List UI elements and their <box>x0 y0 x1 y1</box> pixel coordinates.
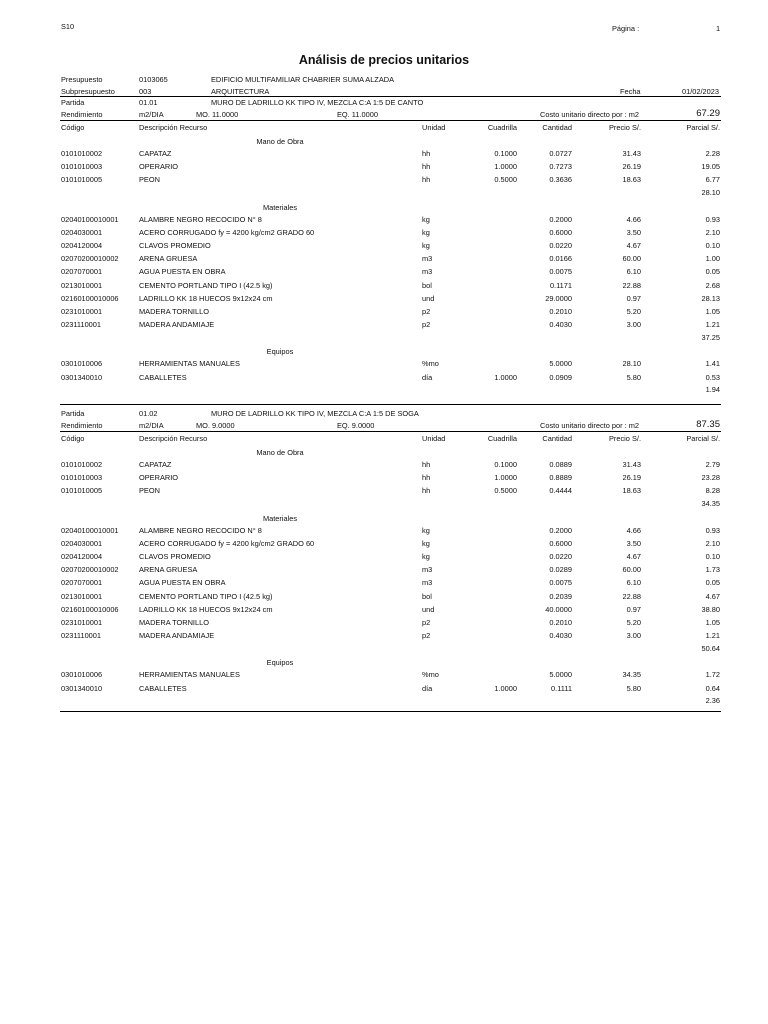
row-parcial: 0.53 <box>705 372 720 382</box>
row-codigo: 0231010001 <box>61 307 103 316</box>
row-cuadrilla: 0.1000 <box>494 460 517 469</box>
row-descripcion: MADERA TORNILLO <box>139 618 209 627</box>
row-parcial: 19.05 <box>701 162 720 172</box>
row-unidad: kg <box>422 241 430 250</box>
costo-unitario-label: Costo unitario directo por : m2 <box>540 110 639 119</box>
row-parcial: 2.28 <box>705 149 720 158</box>
row-codigo: 0213010001 <box>61 591 103 601</box>
rendimiento-eq: EQ. 11.0000 <box>337 110 378 119</box>
row-precio: 4.66 <box>626 214 641 224</box>
row-precio: 5.80 <box>626 372 641 382</box>
col-cuadrilla: Cuadrilla <box>487 123 517 132</box>
group-heading: Mano de Obra <box>256 137 304 146</box>
subpresupuesto-code: 003 <box>139 87 152 96</box>
costo-unitario-value: 67.29 <box>696 108 720 119</box>
rendimiento-label: Rendimiento <box>61 421 103 430</box>
row-descripcion: ALAMBRE NEGRO RECOCIDO N° 8 <box>139 525 262 535</box>
row-parcial: 2.79 <box>705 460 720 469</box>
row-codigo: 0213010001 <box>61 280 103 290</box>
rendimiento-label: Rendimiento <box>61 110 103 119</box>
row-cantidad: 0.2000 <box>549 525 572 535</box>
row-codigo: 0301340010 <box>61 372 103 382</box>
col-codigo: Código <box>61 434 85 443</box>
group-heading: Equipos <box>266 658 294 668</box>
row-codigo: 0101010005 <box>61 175 103 185</box>
row-unidad: m3 <box>422 565 433 575</box>
row-parcial: 2.68 <box>705 280 720 290</box>
final-line <box>60 711 721 712</box>
row-cantidad: 29.0000 <box>545 293 572 303</box>
row-codigo: 0231110001 <box>61 631 102 641</box>
row-cantidad: 0.0166 <box>549 254 572 264</box>
row-cantidad: 0.0220 <box>549 241 572 250</box>
group-subtotal: 34.35 <box>701 499 720 509</box>
row-cantidad: 0.6000 <box>549 227 572 237</box>
row-codigo: 0101010003 <box>61 162 103 172</box>
row-precio: 60.00 <box>622 254 641 264</box>
column-header-line-top <box>60 120 721 121</box>
row-descripcion: ARENA GRUESA <box>139 254 198 264</box>
row-cantidad: 5.0000 <box>549 359 572 369</box>
row-parcial: 23.28 <box>701 473 720 483</box>
row-unidad: hh <box>422 473 431 483</box>
row-codigo: 02070200010002 <box>61 565 119 575</box>
rendimiento-mo: MO. 9.0000 <box>196 421 235 430</box>
presupuesto-name: EDIFICIO MULTIFAMILIAR CHABRIER SUMA ALZADA <box>211 75 395 84</box>
row-descripcion: ACERO CORRUGADO fy = 4200 kg/cm2 GRADO 60 <box>139 538 315 548</box>
row-unidad: día <box>422 683 433 693</box>
row-descripcion: ALAMBRE NEGRO RECOCIDO N° 8 <box>139 214 262 224</box>
row-cuadrilla: 1.0000 <box>494 162 517 172</box>
row-precio: 6.10 <box>626 578 641 588</box>
row-parcial: 1.05 <box>705 618 720 627</box>
row-unidad: p2 <box>422 320 431 330</box>
row-cantidad: 0.2010 <box>549 307 572 316</box>
row-precio: 4.67 <box>626 241 641 250</box>
group-heading: Equipos <box>266 347 294 357</box>
row-descripcion: LADRILLO KK 18 HUECOS 9x12x24 cm <box>139 293 273 303</box>
row-unidad: hh <box>422 162 431 172</box>
separator-line <box>60 96 721 97</box>
partida-name: MURO DE LADRILLO KK TIPO IV, MEZCLA C:A 1:5 DE SOGA <box>211 409 419 418</box>
row-unidad: kg <box>422 538 430 548</box>
row-precio: 31.43 <box>622 149 641 158</box>
row-codigo: 0204030001 <box>61 538 103 548</box>
row-precio: 28.10 <box>622 359 641 369</box>
row-parcial: 0.93 <box>705 525 720 535</box>
row-descripcion: CLAVOS PROMEDIO <box>139 552 211 561</box>
col-descripcion: Descripción Recurso <box>139 434 208 443</box>
row-cantidad: 0.0220 <box>549 552 572 561</box>
row-precio: 4.66 <box>626 525 641 535</box>
page-title: Análisis de precios unitarios <box>298 53 470 67</box>
row-codigo: 0231010001 <box>61 618 103 627</box>
row-unidad: hh <box>422 149 431 158</box>
subpresupuesto-label: Subpresupuesto <box>61 87 115 96</box>
row-parcial: 0.05 <box>705 578 720 588</box>
row-unidad: hh <box>422 175 431 185</box>
row-parcial: 8.28 <box>705 486 720 496</box>
column-header-line-top <box>60 431 721 432</box>
row-cuadrilla: 0.5000 <box>494 175 517 185</box>
row-cantidad: 40.0000 <box>545 604 572 614</box>
row-precio: 22.88 <box>622 591 641 601</box>
fecha-value: 01/02/2023 <box>682 87 719 96</box>
row-unidad: hh <box>422 486 431 496</box>
row-descripcion: AGUA PUESTA EN OBRA <box>139 578 226 588</box>
col-unidad: Unidad <box>422 123 446 132</box>
row-parcial: 1.72 <box>705 670 720 680</box>
row-precio: 22.88 <box>622 280 641 290</box>
row-precio: 34.35 <box>622 670 641 680</box>
row-parcial: 4.67 <box>705 591 720 601</box>
row-parcial: 1.41 <box>705 359 720 369</box>
row-parcial: 1.73 <box>705 565 720 575</box>
row-descripcion: CEMENTO PORTLAND TIPO I (42.5 kg) <box>139 591 273 601</box>
rendimiento-eq: EQ. 9.0000 <box>337 421 375 430</box>
row-precio: 3.50 <box>626 538 641 548</box>
partida-code: 01.01 <box>139 98 158 107</box>
presupuesto-code: 0103065 <box>139 75 168 84</box>
row-descripcion: CAPATAZ <box>139 460 172 469</box>
row-descripcion: AGUA PUESTA EN OBRA <box>139 267 226 277</box>
col-cantidad: Cantidad <box>542 123 572 132</box>
row-descripcion: CEMENTO PORTLAND TIPO I (42.5 kg) <box>139 280 273 290</box>
row-descripcion: OPERARIO <box>139 162 179 172</box>
row-descripcion: CLAVOS PROMEDIO <box>139 241 211 250</box>
row-codigo: 0204120004 <box>61 241 103 250</box>
row-cantidad: 0.3636 <box>549 175 572 185</box>
row-parcial: 6.77 <box>705 175 720 185</box>
row-descripcion: PEON <box>139 486 160 496</box>
row-codigo: 02160100010006 <box>61 293 119 303</box>
row-codigo: 0204120004 <box>61 552 103 561</box>
partida-code: 01.02 <box>139 409 158 418</box>
row-cantidad: 0.0075 <box>549 267 572 277</box>
row-cantidad: 5.0000 <box>549 670 572 680</box>
row-descripcion: ACERO CORRUGADO fy = 4200 kg/cm2 GRADO 60 <box>139 227 315 237</box>
row-unidad: kg <box>422 227 430 237</box>
row-precio: 3.00 <box>626 631 641 641</box>
row-codigo: 0207070001 <box>61 267 103 277</box>
row-descripcion: CABALLETES <box>139 372 187 382</box>
row-unidad: kg <box>422 214 430 224</box>
group-heading: Materiales <box>262 202 298 212</box>
row-cantidad: 0.4030 <box>549 631 572 641</box>
col-precio: Precio S/. <box>608 434 641 443</box>
row-precio: 5.80 <box>626 683 641 693</box>
row-descripcion: OPERARIO <box>139 473 179 483</box>
page-number: 1 <box>716 24 721 33</box>
row-descripcion: CAPATAZ <box>139 149 172 158</box>
page-label: Página : <box>612 24 640 33</box>
row-codigo: 02070200010002 <box>61 254 119 264</box>
row-precio: 0.97 <box>626 293 641 303</box>
row-codigo: 0231110001 <box>61 320 102 330</box>
row-descripcion: MADERA ANDAMIAJE <box>139 631 215 641</box>
row-cantidad: 0.4030 <box>549 320 572 330</box>
row-precio: 60.00 <box>622 565 641 575</box>
group-subtotal: 2.36 <box>705 696 720 706</box>
report-code: S10 <box>61 22 75 31</box>
col-parcial: Parcial S/. <box>686 434 720 443</box>
rendimiento-unit: m2/DIA <box>139 421 164 430</box>
col-codigo: Código <box>61 123 85 132</box>
row-unidad: m3 <box>422 267 433 277</box>
fecha-label: Fecha <box>620 87 641 96</box>
row-parcial: 1.00 <box>705 254 720 264</box>
group-subtotal: 28.10 <box>701 188 720 198</box>
row-precio: 3.00 <box>626 320 641 330</box>
row-unidad: p2 <box>422 618 431 627</box>
row-precio: 6.10 <box>626 267 641 277</box>
row-codigo: 0101010002 <box>61 149 103 158</box>
row-unidad: %mo <box>422 670 439 680</box>
row-parcial: 28.13 <box>701 293 720 303</box>
row-parcial: 1.21 <box>705 631 720 641</box>
row-cuadrilla: 0.5000 <box>494 486 517 496</box>
row-descripcion: HERRAMIENTAS MANUALES <box>139 359 240 369</box>
row-cantidad: 0.2000 <box>549 214 572 224</box>
row-descripcion: PEON <box>139 175 160 185</box>
row-precio: 18.63 <box>622 175 641 185</box>
row-parcial: 0.93 <box>705 214 720 224</box>
row-cantidad: 0.1171 <box>549 280 572 290</box>
group-heading: Mano de Obra <box>256 448 304 457</box>
row-codigo: 0101010003 <box>61 473 103 483</box>
col-unidad: Unidad <box>422 434 446 443</box>
row-parcial: 1.21 <box>705 320 720 330</box>
row-codigo: 0101010005 <box>61 486 103 496</box>
row-parcial: 1.05 <box>705 307 720 316</box>
row-precio: 26.19 <box>622 162 641 172</box>
row-cantidad: 0.2039 <box>549 591 572 601</box>
row-codigo: 02160100010006 <box>61 604 119 614</box>
row-codigo: 0301010006 <box>61 359 103 369</box>
row-descripcion: LADRILLO KK 18 HUECOS 9x12x24 cm <box>139 604 273 614</box>
row-precio: 5.20 <box>626 307 641 316</box>
row-unidad: m3 <box>422 254 433 264</box>
group-subtotal: 50.64 <box>701 643 720 653</box>
row-cantidad: 0.4444 <box>549 486 572 496</box>
row-unidad: bol <box>422 591 432 601</box>
partida-name: MURO DE LADRILLO KK TIPO IV, MEZCLA C:A 1:5 DE CANTO <box>211 98 424 107</box>
row-codigo: 0204030001 <box>61 227 103 237</box>
costo-unitario-value: 87.35 <box>696 419 720 430</box>
rendimiento-unit: m2/DIA <box>139 110 164 119</box>
row-descripcion: CABALLETES <box>139 683 187 693</box>
row-cantidad: 0.1111 <box>551 683 572 693</box>
row-codigo: 02040100010001 <box>61 525 119 535</box>
row-unidad: bol <box>422 280 432 290</box>
row-codigo: 0207070001 <box>61 578 103 588</box>
row-precio: 31.43 <box>622 460 641 469</box>
row-cantidad: 0.0727 <box>549 149 572 158</box>
row-unidad: p2 <box>422 307 431 316</box>
row-precio: 5.20 <box>626 618 641 627</box>
row-unidad: und <box>422 604 435 614</box>
row-descripcion: ARENA GRUESA <box>139 565 198 575</box>
row-precio: 18.63 <box>622 486 641 496</box>
row-parcial: 2.10 <box>705 227 720 237</box>
row-unidad: und <box>422 293 435 303</box>
row-cantidad: 0.8889 <box>549 473 572 483</box>
row-cuadrilla: 1.0000 <box>494 683 517 693</box>
row-unidad: hh <box>422 460 431 469</box>
row-cantidad: 0.7273 <box>549 162 572 172</box>
row-precio: 4.67 <box>626 552 641 561</box>
row-unidad: m3 <box>422 578 433 588</box>
row-unidad: kg <box>422 525 430 535</box>
group-subtotal: 1.94 <box>705 385 720 395</box>
row-cuadrilla: 0.1000 <box>494 149 517 158</box>
row-codigo: 0101010002 <box>61 460 103 469</box>
partida-label: Partida <box>61 98 85 107</box>
costo-unitario-label: Costo unitario directo por : m2 <box>540 421 639 430</box>
subpresupuesto-name: ARQUITECTURA <box>211 87 270 96</box>
row-cantidad: 0.6000 <box>549 538 572 548</box>
row-cuadrilla: 1.0000 <box>494 473 517 483</box>
row-parcial: 0.10 <box>705 552 720 561</box>
row-cantidad: 0.0889 <box>549 460 572 469</box>
col-cantidad: Cantidad <box>542 434 572 443</box>
row-descripcion: MADERA ANDAMIAJE <box>139 320 215 330</box>
row-codigo: 02040100010001 <box>61 214 119 224</box>
row-codigo: 0301340010 <box>61 683 103 693</box>
group-heading: Materiales <box>262 513 298 523</box>
rendimiento-mo: MO. 11.0000 <box>196 110 239 119</box>
row-parcial: 0.10 <box>705 241 720 250</box>
col-parcial: Parcial S/. <box>686 123 720 132</box>
row-parcial: 0.05 <box>705 267 720 277</box>
group-subtotal: 37.25 <box>701 332 720 342</box>
row-codigo: 0301010006 <box>61 670 103 680</box>
row-descripcion: HERRAMIENTAS MANUALES <box>139 670 240 680</box>
row-unidad: %mo <box>422 359 439 369</box>
row-cantidad: 0.0075 <box>549 578 572 588</box>
row-cantidad: 0.2010 <box>549 618 572 627</box>
partida-label: Partida <box>61 409 85 418</box>
col-cuadrilla: Cuadrilla <box>487 434 517 443</box>
row-parcial: 2.10 <box>705 538 720 548</box>
row-descripcion: MADERA TORNILLO <box>139 307 209 316</box>
row-parcial: 38.80 <box>701 604 720 614</box>
row-precio: 26.19 <box>622 473 641 483</box>
row-precio: 3.50 <box>626 227 641 237</box>
row-cantidad: 0.0289 <box>549 565 572 575</box>
row-cuadrilla: 1.0000 <box>494 372 517 382</box>
row-cantidad: 0.0909 <box>549 372 572 382</box>
row-unidad: kg <box>422 552 430 561</box>
partida-separator <box>60 404 721 405</box>
row-unidad: día <box>422 372 433 382</box>
col-precio: Precio S/. <box>608 123 641 132</box>
presupuesto-label: Presupuesto <box>61 75 103 84</box>
col-descripcion: Descripción Recurso <box>139 123 208 132</box>
row-parcial: 0.64 <box>705 683 720 693</box>
row-unidad: p2 <box>422 631 431 641</box>
row-precio: 0.97 <box>626 604 641 614</box>
